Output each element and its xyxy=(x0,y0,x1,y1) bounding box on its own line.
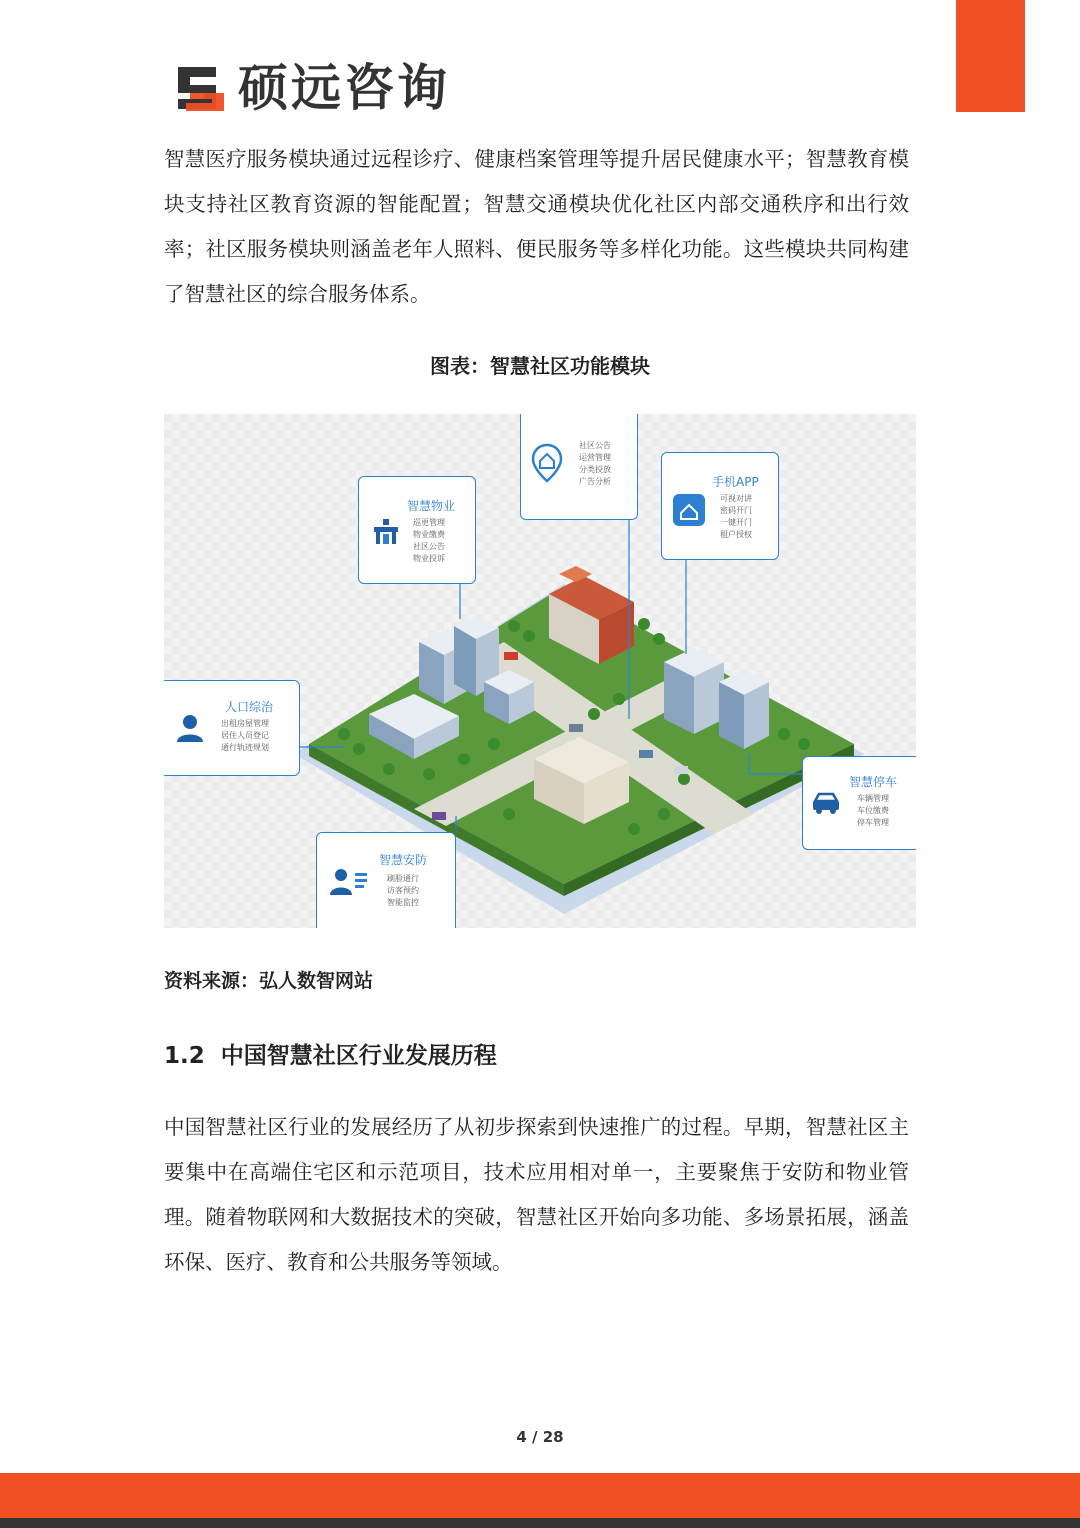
mobile-app-card xyxy=(661,452,779,560)
card-line: 一键开门 xyxy=(720,518,752,527)
building-desk-icon xyxy=(371,517,401,547)
card-line: 停车管理 xyxy=(857,818,889,827)
smart-property-card xyxy=(358,476,476,584)
card-line: 密码开门 xyxy=(720,506,752,515)
notice-card xyxy=(520,414,638,520)
logo-mark-icon xyxy=(176,63,226,113)
figure-caption: 图表：智慧社区功能模块 xyxy=(430,354,650,378)
card-line: 物业缴费 xyxy=(413,530,445,539)
card-line: 访客预约 xyxy=(387,886,419,895)
intro-paragraph: 智慧医疗服务模块通过远程诊疗、健康档案管理等提升居民健康水平；智慧教育模块支持社区教育资源的智能配置；智慧交通模块优化社区内部交通秩序和出行效率；社区服务模块则涵盖老年人照料、便民服务等多样化功能。这些模块共同构建了智慧社区的综合服务体系。 xyxy=(164,147,909,306)
card-line: 智能监控 xyxy=(387,898,419,907)
card-line: 运营管理 xyxy=(579,453,611,462)
card-line: 刷脸通行 xyxy=(387,874,419,883)
smart-parking-card xyxy=(802,756,916,850)
card-title: 人口综治 xyxy=(225,700,274,714)
smart-security-card xyxy=(316,832,456,928)
footer-dark-bar xyxy=(0,1518,1080,1528)
card-line: 社区公告 xyxy=(413,542,445,551)
person-icon xyxy=(175,713,205,743)
card-line: 分类投放 xyxy=(579,465,611,474)
card-line: 物业投诉 xyxy=(413,554,445,563)
card-line: 居住人员登记 xyxy=(221,731,269,740)
logo-text: 硕远咨询 xyxy=(238,59,450,117)
header-accent-tab xyxy=(956,0,1025,112)
card-title: 智慧安防 xyxy=(379,853,428,867)
id-person-icon xyxy=(329,867,369,897)
page-number: 4 / 28 xyxy=(516,1428,564,1446)
card-line: 社区公告 xyxy=(579,441,611,450)
card-line: 租户授权 xyxy=(720,530,752,539)
section-heading: 1.2 中国智慧社区行业发展历程 xyxy=(164,1043,497,1069)
population-management-card xyxy=(164,680,300,776)
card-title: 智慧停车 xyxy=(849,775,898,789)
home-pin-icon xyxy=(531,443,563,483)
smart-community-diagram xyxy=(164,414,916,928)
figure-source: 资料来源：弘人数智网站 xyxy=(164,970,374,992)
footer-accent-bar xyxy=(0,1473,1080,1518)
card-title: 手机APP xyxy=(712,475,759,489)
app-home-icon xyxy=(672,493,706,527)
section-paragraph: 中国智慧社区行业的发展经历了从初步探索到快速推广的过程。早期，智慧社区主要集中在高端住宅区和示范项目，技术应用相对单一，主要聚焦于安防和物业管理。随着物联网和大数据技术的突破，智慧社区开始向多功能、多场景拓展，涵盖环保、医疗、教育和公共服务等领域。 xyxy=(164,1115,909,1274)
card-line: 车位缴费 xyxy=(857,806,889,815)
card-line: 车辆管理 xyxy=(857,794,889,803)
company-logo xyxy=(176,58,450,118)
card-line: 可视对讲 xyxy=(720,494,752,503)
card-title: 智慧物业 xyxy=(407,499,456,513)
card-line: 通行轨迹规划 xyxy=(221,743,269,752)
card-line: 广告分析 xyxy=(579,477,611,486)
card-line: 巡更管理 xyxy=(413,518,445,527)
car-icon xyxy=(811,791,841,815)
card-line: 出租房屋管理 xyxy=(221,719,269,728)
